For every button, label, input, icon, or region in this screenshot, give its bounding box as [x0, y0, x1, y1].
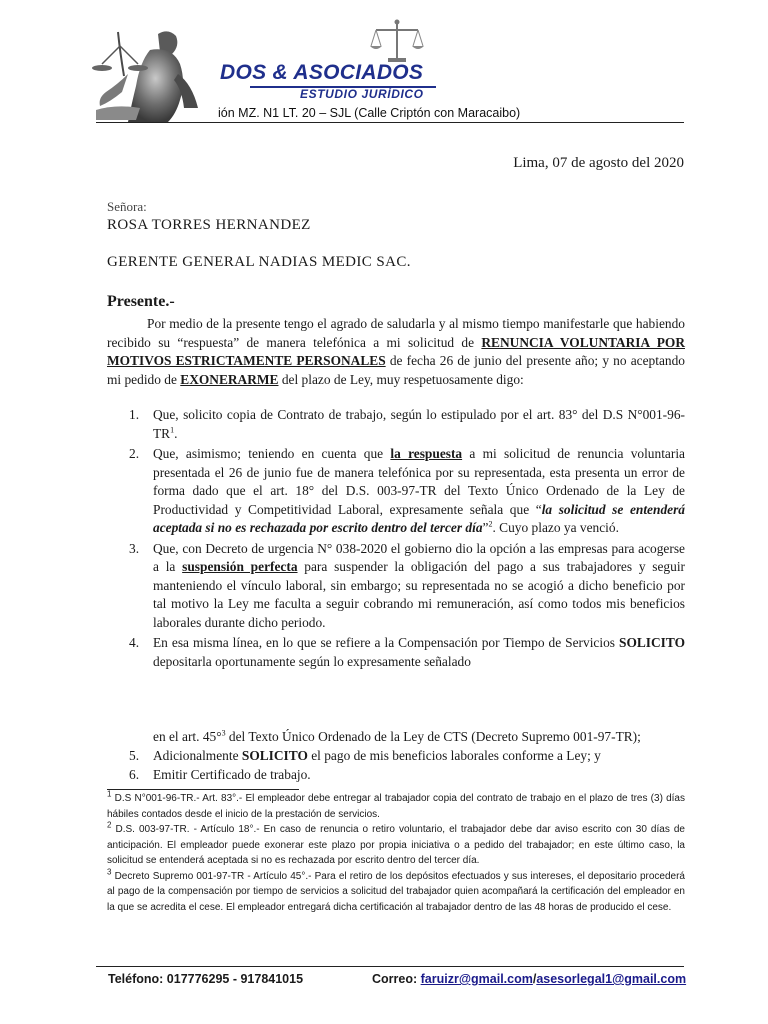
list-item: 1. Que, solicito copia de Contrato de trabajo, según lo estipulado por el art. 83° del D.S $N^\circ 001-96-TR^1$. [129, 407, 685, 441]
scales-of-justice-icon [370, 18, 424, 64]
footnote-1: $^1$ D.S N°001-96-TR.- Art. 83°.- El empleador debe entregar al trabajador copia del contrato de trabajo en el plazo de tres (3) días hábiles contados desde el inicio de la prestación de servicios. [107, 789, 685, 820]
letter-date: Lima, 07 de agosto del 2020 [513, 155, 684, 171]
firm-address: ión MZ. N1 LT. 20 – SJL (Calle Criptón con Maracaibo) [218, 106, 521, 120]
intro-paragraph: Por medio de la presente tengo el agrado de saludarla y al mismo tiempo manifestarle que habiendo recibido su “respuesta” de manera telefónica a mi solicitud de RENUNCIA VOLUNTARIA POR MOTIVOS ESTRICTAMENTE PERSONALES de fecha 26 de junio del presente año; y no aceptando mi pedido de EXONERARME del plazo de Ley, muy respetuosamente digo: [107, 316, 685, 387]
footer-divider [96, 966, 684, 967]
list-item: 3. Que, con Decreto de urgencia N° 038-2020 el gobierno dio la opción a las empresas para acogerse a la suspensión perfecta para suspender la obligación del pago a sus trabajadores y seguir manteniendo el vínculo laboral, sin embargo; su representada no se acogió a dicho beneficio por tal motivo la Ley me faculta a seguir cobrando mi remuneración, así como todos mis beneficios laborales durante dicho periodo. [129, 540, 686, 630]
request-list [107, 406, 685, 673]
salutation: Señora: [107, 199, 147, 214]
addressee-name: ROSA TORRES HERNANDEZ [107, 217, 311, 233]
presente-heading: Presente.- [107, 293, 175, 310]
list-item: 4. En esa misma línea, en lo que se refiere a la Compensación por Tiempo de Servicios SOLICITO depositarla oportunamente según lo expresamente señalado [129, 635, 685, 669]
email-link-1[interactable]: faruizr@gmail.com [420, 972, 533, 986]
footnote-2: $^2$ D.S. 003-97-TR. - Artículo 18°.- En caso de renuncia o retiro voluntario, el trabajador debe dar aviso escrito con 30 días de anticipación. El empleador puede exonerar este plazo por propia iniciativa o a pedido del trabajador; en este último caso, la solicitud se entenderá aceptada si no es rechazada por escrito dentro del tercer día. [107, 820, 685, 866]
request-list-continued [107, 747, 685, 784]
item-4-continuation: en el art. 45°$^3$ del Texto Único Ordenado de la Ley de CTS (Decreto Supremo 001-97-TR); [153, 728, 641, 744]
header-divider [96, 122, 684, 123]
list-item: 6. Emitir Certificado de trabajo. [129, 766, 311, 782]
footer-phone: Teléfono: 017776295 - 917841015 [108, 972, 304, 986]
firm-subtitle: ESTUDIO JURÍDICO [300, 87, 424, 101]
footer-email [372, 972, 686, 986]
addressee-position: GERENTE GENERAL NADIAS MEDIC SAC. [107, 254, 411, 270]
footnote-3: $^3$ Decreto Supremo 001-97-TR - Artículo 45°.- Para el retiro de los depósitos efectuados y sus intereses, el depositario procederá al pago de la compensación por tiempo de servicios a solicitud del trabajador quien acompañará la certificación del empleador en la que se acredita el cese. El empleador entregará dicha certificación al trabajador dentro de las 48 horas de producido el cese. [107, 867, 685, 913]
footnotes [107, 791, 685, 915]
list-item: 5. Adicionalmente SOLICITO el pago de mis beneficios laborales conforme a Ley; y [129, 748, 601, 763]
firm-name: DOS & ASOCIADOS [220, 61, 424, 84]
list-item: 2. Que, asimismo; teniendo en cuenta que la respuesta a mi solicitud de renuncia voluntaria presentada el 26 de junio fue de manera telefónica por su representada, esta presenta un error de forma dado que el art. 18° del D.S. 003-97-TR del Texto Único Ordenado de la Ley de Productividad y Competitividad Laboral, expresamente señala que “la solicitud se entenderá aceptada si no es rechazada por escrito dentro del tercer día”$^2$. Cuyo plazo ya venció. [129, 446, 685, 535]
email-separator: / [532, 972, 537, 986]
email-label: Correo: [372, 972, 421, 986]
footnote-divider [107, 789, 299, 790]
lady-justice-statue-icon [88, 14, 218, 122]
email-link-2[interactable]: asesorlegal1@gmail.com [536, 972, 687, 986]
